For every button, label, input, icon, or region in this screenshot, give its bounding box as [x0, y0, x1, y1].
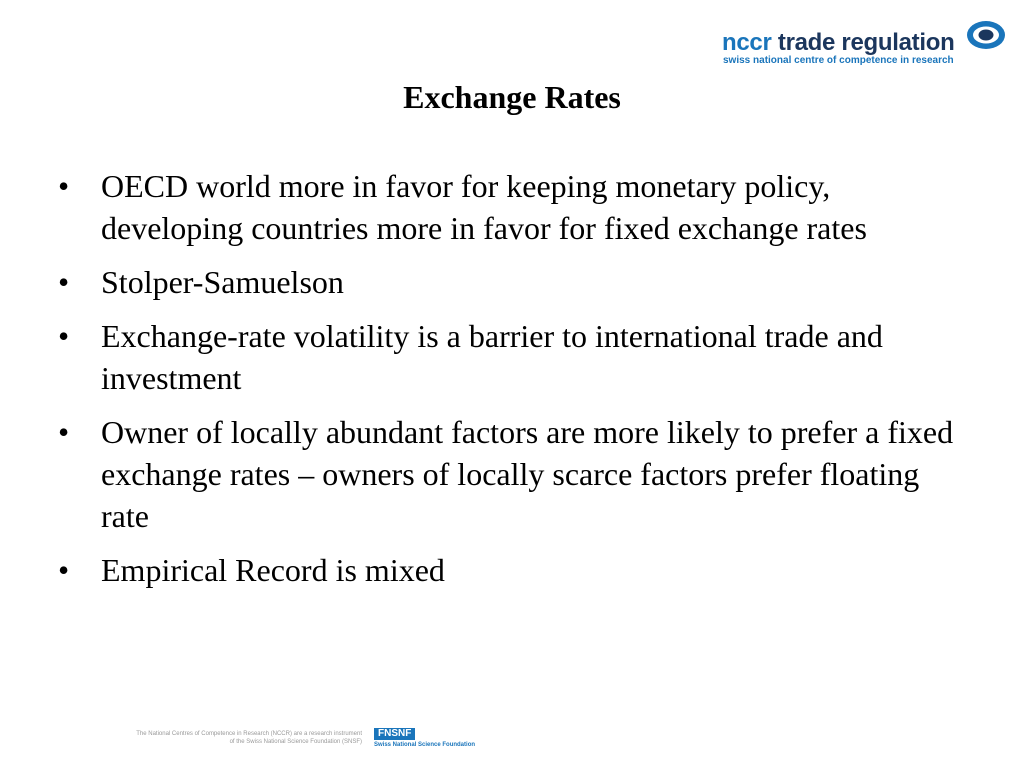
bullet-item — [58, 261, 958, 303]
bullet-marker: • — [58, 414, 70, 450]
bullet-item — [58, 165, 958, 249]
bullet-marker: • — [58, 318, 70, 354]
bullet-marker: • — [58, 264, 70, 300]
logo-product: trade regulation — [777, 29, 955, 56]
logo-title — [722, 30, 954, 56]
bullet-item — [58, 549, 958, 591]
bullet-text: Owner of locally abundant factors are more likely to prefer a fixed exchange rates – owners of locally scarce factors prefer floating rate — [101, 414, 954, 534]
bullet-item — [58, 411, 958, 537]
snf-mark: FNSNF — [374, 728, 415, 740]
bullet-text: Empirical Record is mixed — [101, 552, 445, 588]
snf-name: Swiss National Science Foundation — [374, 742, 476, 748]
bullet-text: Stolper-Samuelson — [101, 264, 344, 300]
bullet-text: Exchange-rate volatility is a barrier to international trade and investment — [101, 318, 883, 396]
logo-tagline: swiss national centre of competence in research — [723, 55, 954, 66]
slide-title: Exchange Rates — [403, 79, 621, 115]
nccr-trade-regulation-logo — [722, 18, 1010, 70]
footer-disclaimer — [60, 730, 362, 746]
bullet-marker: • — [58, 552, 70, 588]
bullet-marker: • — [58, 168, 70, 204]
bullet-list — [58, 165, 958, 603]
logo-brand: nccr — [722, 29, 772, 56]
footer-disclaimer-line1: The National Centres of Competence in Research (NCCR) are a research instrument — [136, 731, 362, 737]
bullet-item — [58, 315, 958, 399]
bullet-text: OECD world more in favor for keeping monetary policy, developing countries more in favor for fixed exchange rates — [101, 168, 867, 246]
snf-logo — [374, 728, 504, 750]
eye-logo-icon — [965, 18, 1007, 54]
footer-disclaimer-line2: of the Swiss National Science Foundation (SNSF) — [229, 739, 362, 745]
footer — [60, 728, 500, 752]
